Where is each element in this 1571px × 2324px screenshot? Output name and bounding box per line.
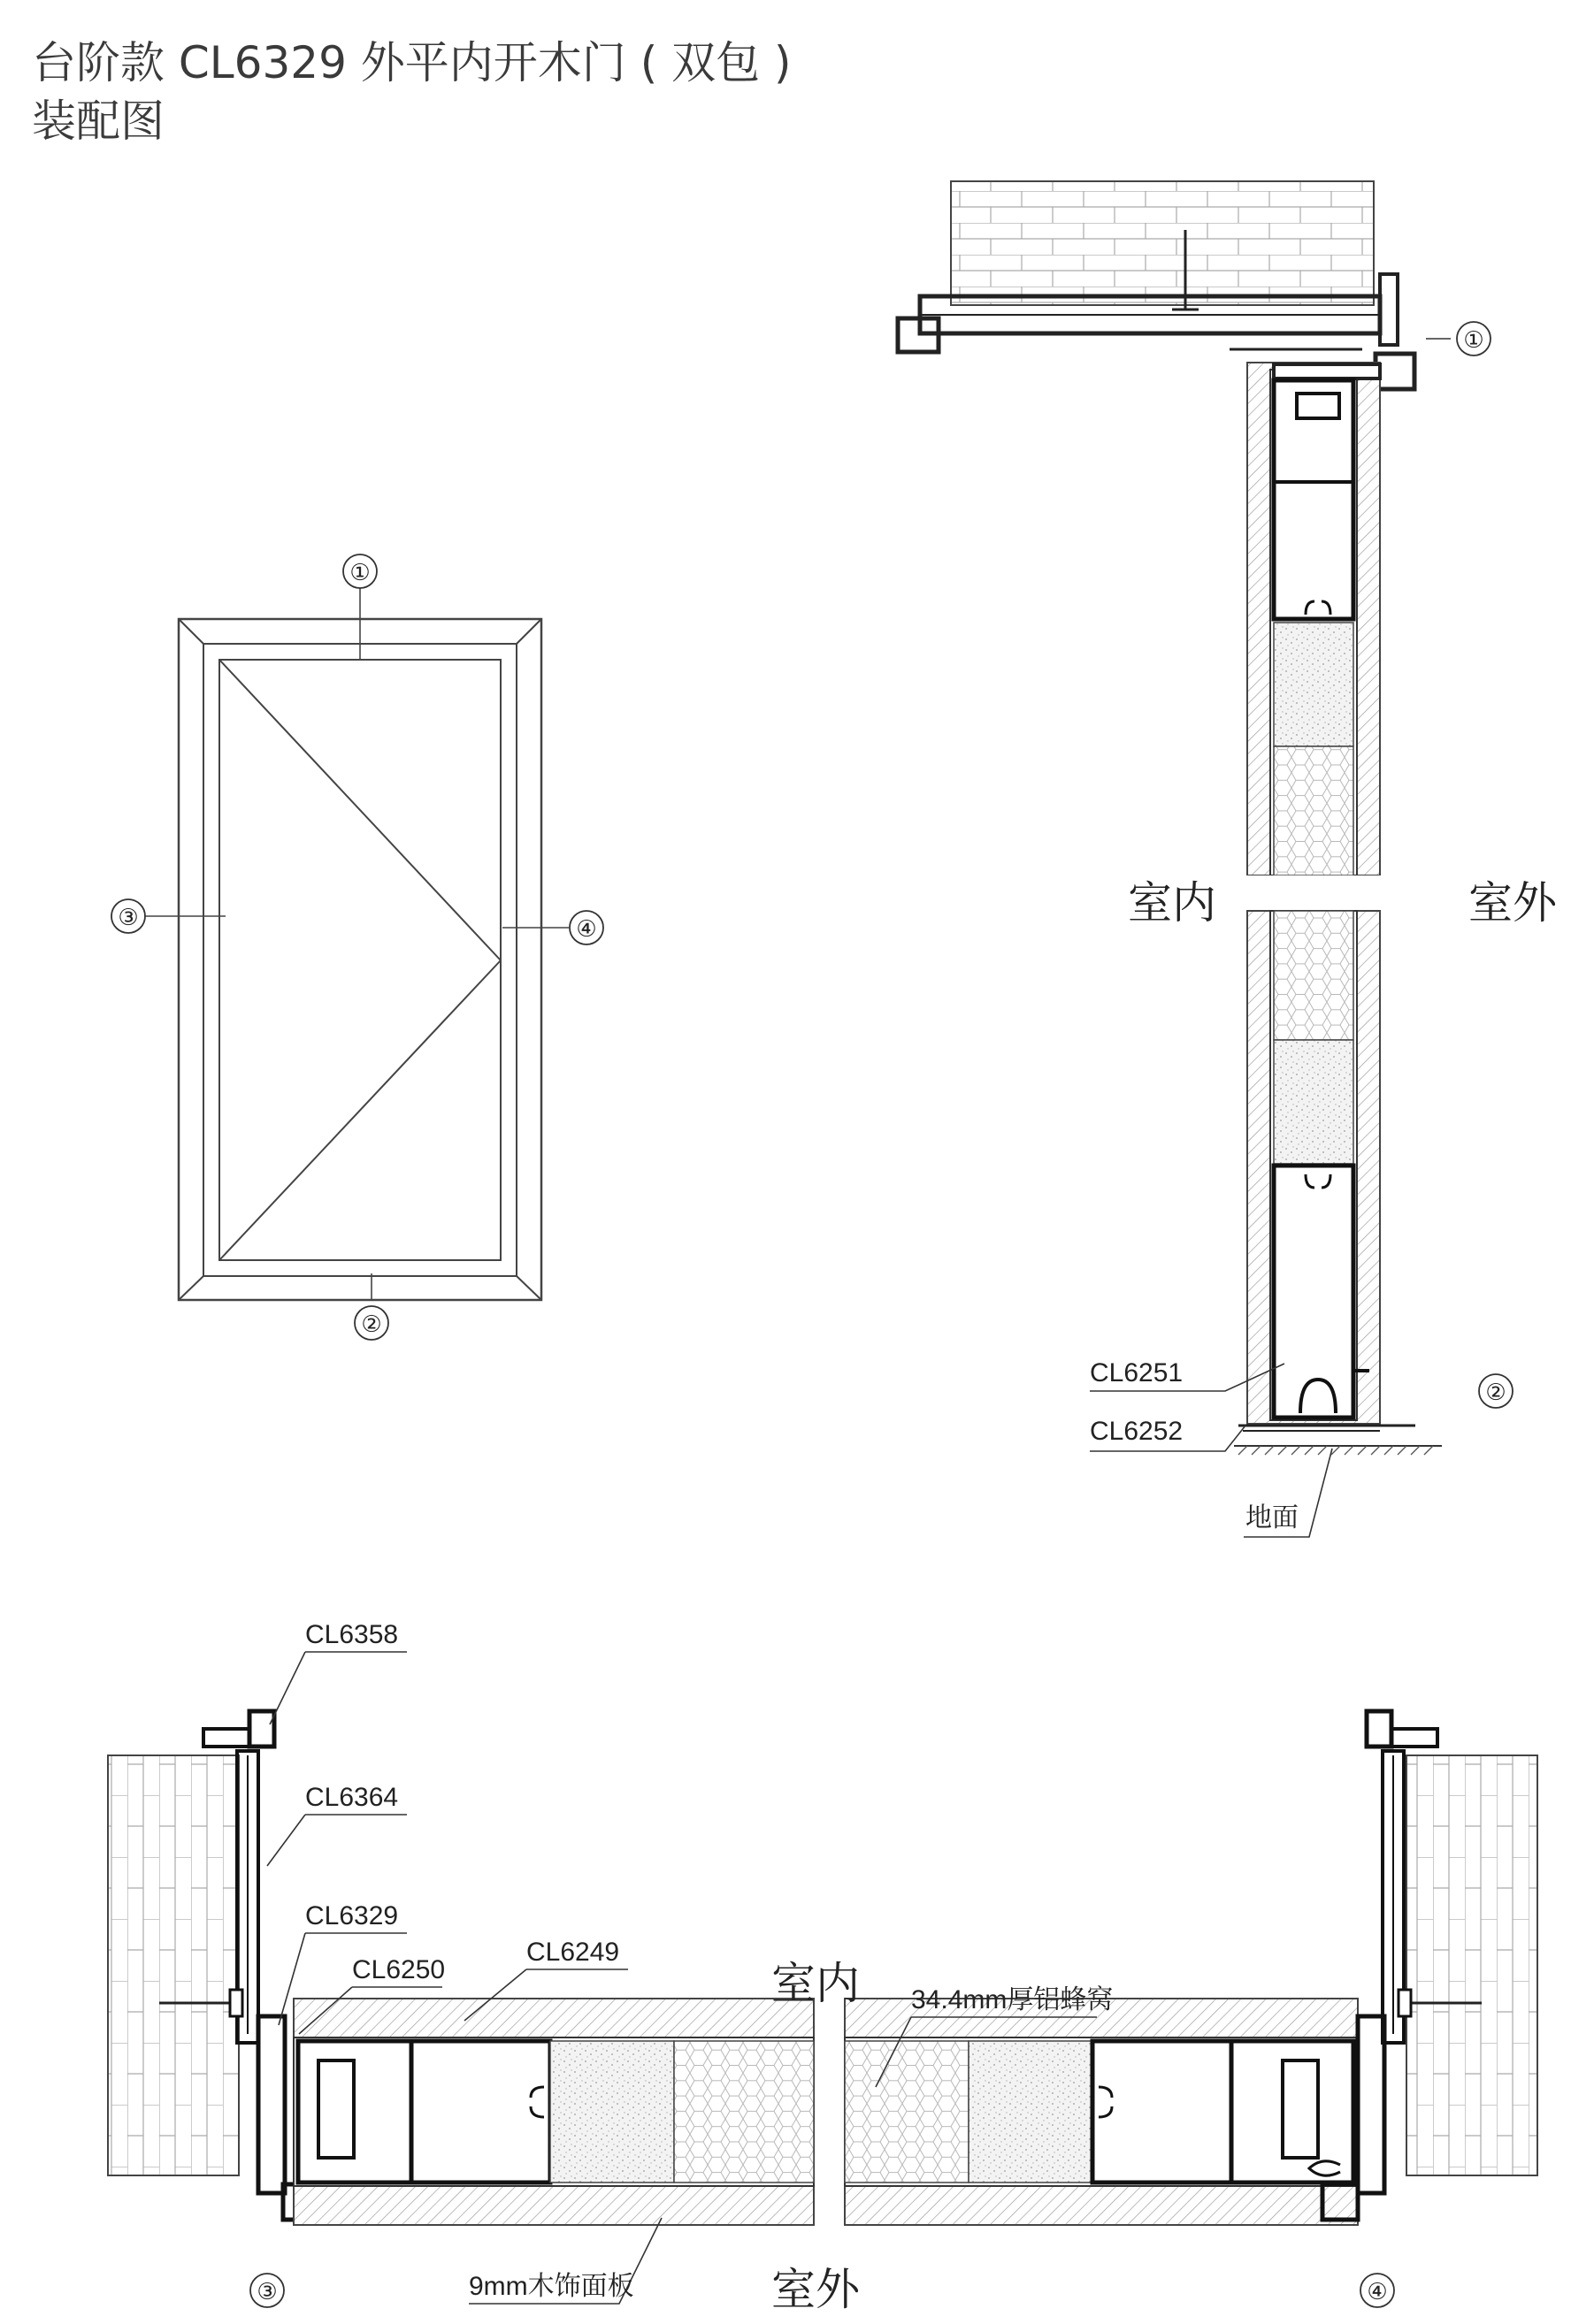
part-label-cl6358: CL6358: [305, 1620, 399, 1649]
callout-3-label: ③: [118, 904, 139, 930]
callout-marker-2-section: [1479, 1374, 1513, 1408]
callout-marker-3-section: [250, 2274, 284, 2307]
outdoor-label-section: 室外: [1468, 878, 1557, 928]
callout-2-label: ②: [361, 1311, 382, 1337]
part-label-cl6364: CL6364: [305, 1783, 399, 1812]
vertical-section: [898, 181, 1451, 1537]
section-callout-4-label: ④: [1367, 2278, 1388, 2305]
part-label-cl6249: CL6249: [526, 1938, 620, 1967]
part-label-cl6329: CL6329: [305, 1901, 399, 1930]
panel-note: 9mm木饰面板: [469, 2272, 634, 2301]
honeycomb-note: 34.4mm厚铝蜂窝: [911, 1985, 1114, 2014]
callout-marker-1: [343, 554, 377, 588]
callout-marker-2: [355, 1306, 388, 1340]
part-label-cl6250: CL6250: [352, 1955, 446, 1984]
callout-1-label: ①: [349, 559, 371, 585]
section-callout-1-label: ①: [1463, 326, 1484, 353]
section-callout-2-label: ②: [1485, 1379, 1506, 1405]
title-line-1: 台阶款 CL6329 外平内开木门 ( 双包 ): [32, 37, 792, 88]
callout-marker-3: [111, 899, 145, 933]
part-label-cl6251: CL6251: [1090, 1358, 1184, 1388]
indoor-label-section: 室内: [1128, 878, 1216, 928]
section-callout-3-label: ③: [257, 2278, 278, 2305]
title-line-2: 装配图: [32, 96, 165, 147]
ground-label: 地面: [1245, 1503, 1299, 1533]
callout-4-label: ④: [576, 915, 597, 942]
callout-marker-1-section: [1457, 322, 1491, 355]
part-label-cl6252: CL6252: [1090, 1417, 1184, 1446]
callout-marker-4-section: [1360, 2274, 1394, 2307]
callout-marker-4: [570, 911, 603, 944]
outdoor-label-plan: 室外: [771, 2265, 860, 2314]
indoor-label-plan: 室内: [771, 1959, 860, 2008]
front-elevation: [145, 587, 569, 1300]
